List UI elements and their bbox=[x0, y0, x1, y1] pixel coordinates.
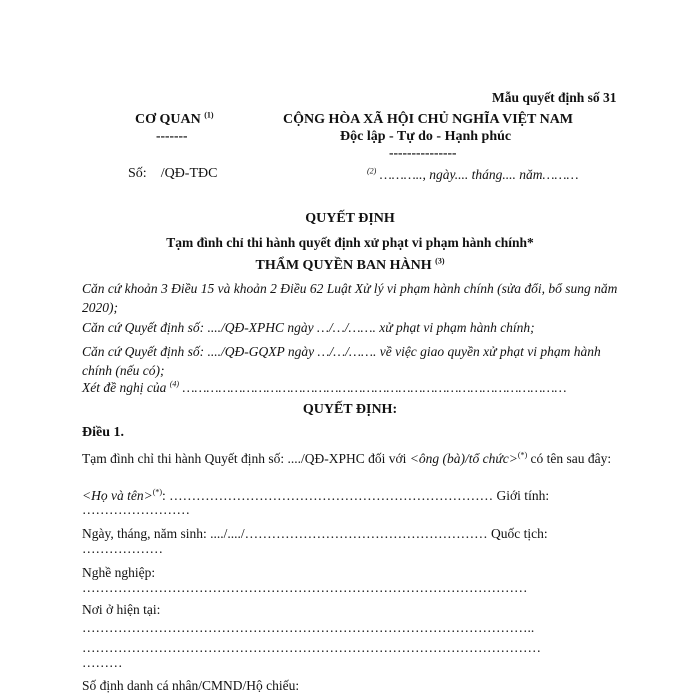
place-date: $^{(2)}$ ……….., ngày.... tháng.... năm……… bbox=[367, 166, 579, 182]
document-number: Số: /QĐ-TĐC bbox=[128, 166, 218, 181]
agency-label: CƠ QUAN $^{(1)}$ bbox=[135, 110, 214, 127]
residence-dots-1: ……………………………………………………………………………………….. bbox=[82, 620, 535, 635]
legal-basis-2: Căn cứ Quyết định số: ..../QĐ-XPHC ngày …/…/……. xử phạt vi phạm hành chính; bbox=[82, 320, 535, 335]
legal-basis-1: Căn cứ khoản 3 Điều 15 và khoản 2 Điều 62 Luật Xử lý vi phạm hành chính (sửa đổi, bổ sung năm 2020); bbox=[82, 281, 618, 315]
form-number: Mẫu quyết định số 31 bbox=[492, 90, 617, 105]
agency-divider: ------- bbox=[156, 128, 188, 143]
document-title: QUYẾT ĐỊNH bbox=[305, 211, 395, 226]
occupation-label: Nghề nghiệp: bbox=[82, 565, 156, 580]
proposal-line: Xét đề nghị của $^{(4)}$ …………………………………………………………………………………… bbox=[82, 379, 567, 395]
residence-dots-3: ……… bbox=[82, 655, 123, 670]
motto-divider: --------------- bbox=[389, 145, 457, 160]
document-subtitle: Tạm đình chỉ thi hành quyết định xử phạt vi phạm hành chính* bbox=[166, 235, 534, 250]
id-number-label: Số định danh cá nhân/CMND/Hộ chiếu: bbox=[82, 678, 300, 693]
decision-heading: QUYẾT ĐỊNH: bbox=[302, 402, 398, 417]
article-1-heading: Điều 1. bbox=[82, 425, 124, 440]
residence-dots-2: ………………………………………………………………………………………… bbox=[82, 640, 541, 655]
legal-basis-3: Căn cứ Quyết định số: ..../QĐ-GQXP ngày …/…/……. về việc giao quyền xử phạt vi phạm hành chính (nếu có); bbox=[82, 344, 601, 378]
article-1-intro: Tạm đình chỉ thi hành Quyết định số: ..../QĐ-XPHC đối với <ông (bà)/tổ chức>(*) có tên sau đây: bbox=[82, 450, 612, 466]
full-name-line: <Họ và tên>(*): ……………………………………………………………… Giới tính: bbox=[82, 487, 550, 503]
nationality-dots: ……………… bbox=[82, 541, 163, 556]
national-motto: Độc lập - Tự do - Hạnh phúc bbox=[340, 129, 512, 144]
occupation-dots: ……………………………………………………………………………………… bbox=[82, 580, 528, 595]
residence-label: Nơi ở hiện tại: bbox=[82, 602, 161, 617]
issuing-authority: THẨM QUYỀN BAN HÀNH $^{(3)}$ bbox=[255, 256, 445, 273]
gender-dots: …………………… bbox=[82, 502, 190, 517]
date-of-birth-line: Ngày, tháng, năm sinh: ..../..../……………………………………………… Quốc tịch: bbox=[82, 526, 548, 541]
nation-name: CỘNG HÒA XÃ HỘI CHỦ NGHĨA VIỆT NAM bbox=[283, 112, 574, 127]
